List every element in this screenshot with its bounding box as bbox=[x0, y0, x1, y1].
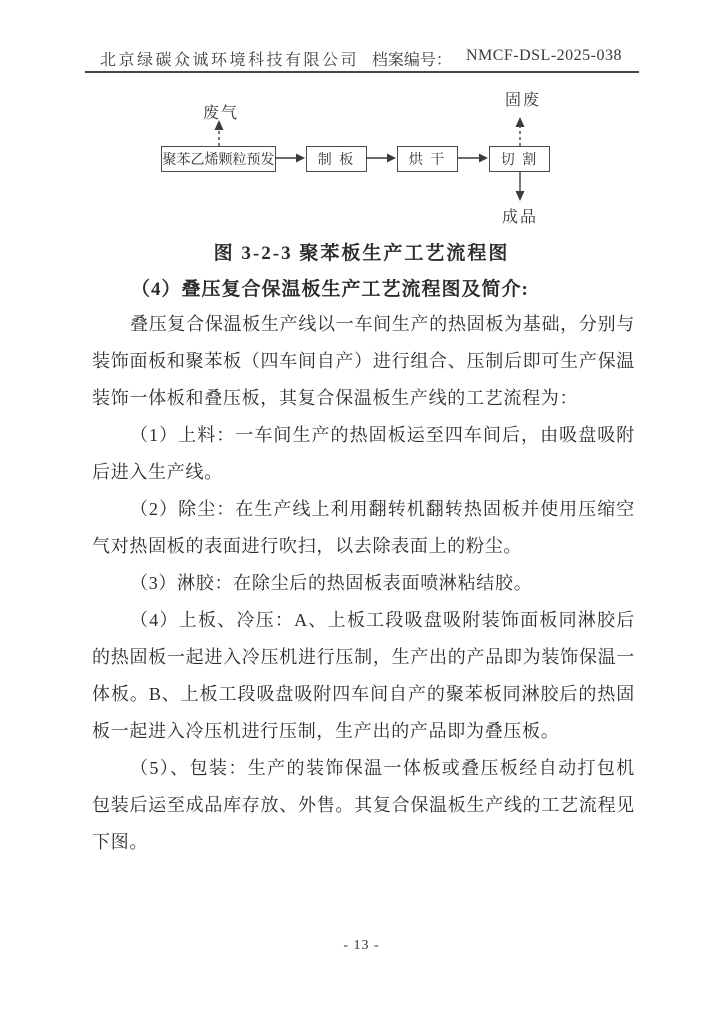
solid-waste-label: 固废 bbox=[505, 92, 542, 109]
body-text bbox=[92, 306, 635, 861]
flow-box-board-making: 制 板 bbox=[306, 146, 367, 172]
paragraph-step4-pressing: （4）上板、冷压：A、上板工段吸盘吸附装饰面板同淋胶后的热固板一起进入冷压机进行压制，生产出的产品即为装饰保温一体板。B、上板工段吸盘吸附四车间自产的聚苯板同淋胶后的热固板一起进入冷压机进行压制，生产出的产品即为叠压板。 bbox=[92, 610, 635, 741]
archive-label: 档案编号： bbox=[371, 52, 452, 69]
process-flowchart bbox=[0, 85, 723, 235]
flow-box-pre-expansion: 聚苯乙烯颗粒预发 bbox=[161, 146, 276, 172]
paragraph-step3-gluing: （3）淋胶：在除尘后的热固板表面喷淋粘结胶。 bbox=[130, 573, 533, 593]
flow-box-cutting: 切 割 bbox=[489, 146, 550, 172]
paragraph-step2-dedusting: （2）除尘：在生产线上利用翻转机翻转热固板并使用压缩空气对热固板的表面进行吹扫，以去除表面上的粉尘。 bbox=[92, 499, 635, 556]
product-arrow bbox=[516, 172, 525, 201]
figure-caption: 图 3-2-3 聚苯板生产工艺流程图 bbox=[213, 243, 510, 264]
waste-gas-label: 废气 bbox=[203, 105, 240, 122]
waste-gas-arrow bbox=[215, 120, 224, 146]
paragraph-intro: 叠压复合保温板生产线以一车间生产的热固板为基础，分别与装饰面板和聚苯板（四车间自产）进行组合、压制后即可生产保温装饰一体板和叠压板，其复合保温板生产线的工艺流程为： bbox=[92, 314, 635, 408]
arrow-box1-box2 bbox=[275, 154, 305, 163]
arrow-box2-box3 bbox=[366, 154, 396, 163]
section-heading: （4）叠压复合保温板生产工艺流程图及简介: bbox=[131, 279, 529, 300]
paragraph-step1-loading: （1）上料：一车间生产的热固板运至四车间后，由吸盘吸附后进入生产线。 bbox=[92, 425, 635, 482]
flow-box-drying: 烘 干 bbox=[397, 146, 458, 172]
solid-waste-arrow bbox=[516, 117, 525, 146]
archive-number: NMCF-DSL-2025-038 bbox=[465, 47, 622, 64]
arrow-box3-box4 bbox=[457, 154, 488, 163]
product-label: 成品 bbox=[502, 209, 539, 226]
header-rule bbox=[85, 71, 639, 73]
page-number: - 13 - bbox=[343, 938, 380, 953]
paragraph-step5-packing: （5）、包装：生产的装饰保温一体板或叠压板经自动打包机包装后运至成品库存放、外售。其复合保温板生产线的工艺流程见下图。 bbox=[92, 758, 635, 852]
header-company-name: 北京绿碳众诚环境科技有限公司 bbox=[100, 52, 360, 69]
header-archive bbox=[372, 47, 622, 70]
